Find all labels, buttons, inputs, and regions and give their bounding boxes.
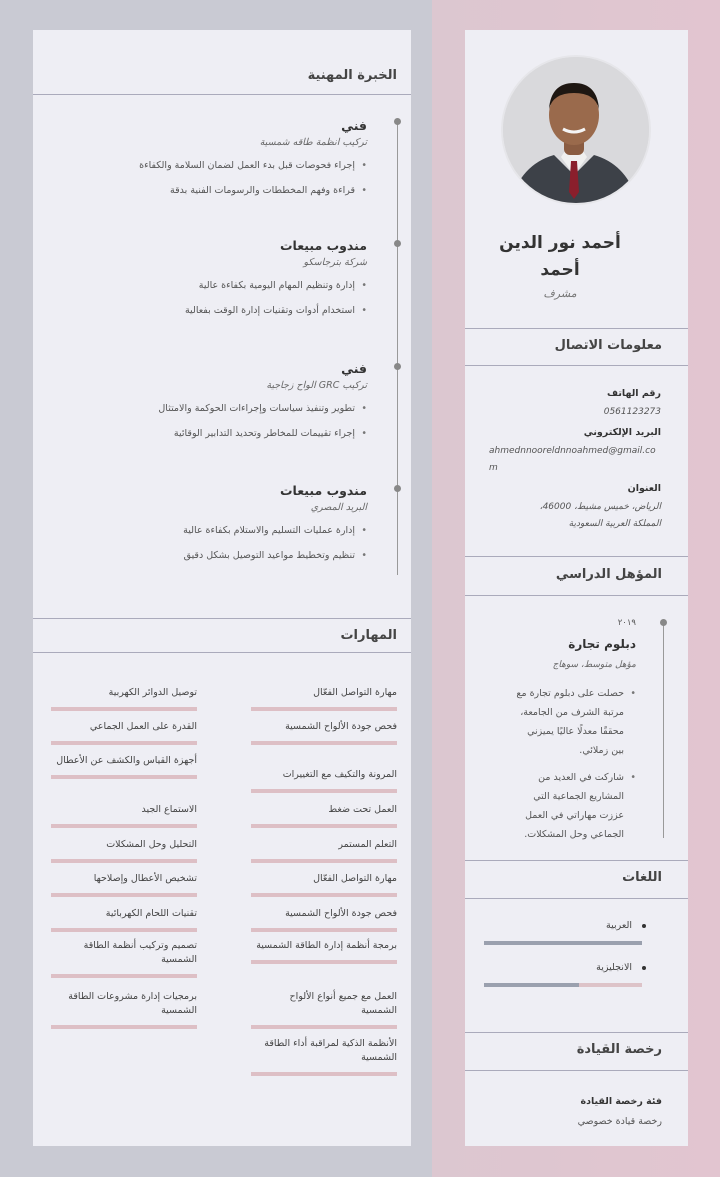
skill-bar [251,928,397,932]
job-company: تركيب GRC الواح زجاجية [266,380,367,391]
job-company: تركيب انظمة طاقه شمسية [259,137,367,148]
education-bullet: حصلت على دبلوم تجارة مع مرتبة الشرف من الجامعة، محققًا معدلًا عاليًا يميزني بين زملائي. • [514,684,636,760]
skill-item [251,939,397,964]
skill-item [51,838,197,863]
skill-label: برمجة أنظمة إدارة الطاقة الشمسية [256,940,397,951]
skill-bar [251,1072,397,1076]
skill-bar [51,824,197,828]
bullet-marker: • [630,772,636,783]
email-value: ahmednnooreldnnoahmed@gmail.com [489,446,656,473]
job-title: مندوب مبيعات [280,483,367,498]
skill-label: برمجيات إدارة مشروعات الطاقة الشمسية [68,991,197,1016]
skill-item [51,803,197,828]
skill-label: تقنيات اللحام الكهربائية [105,908,197,919]
language-bar [484,983,642,987]
timeline-dot [394,363,401,370]
language-item [484,962,642,987]
language-label: الانجليزية [484,962,642,973]
sidebar-panel [465,30,688,1146]
skill-item [51,990,197,1029]
divider [33,94,411,95]
skill-label: مهارة التواصل الفعّال [313,687,397,698]
skill-bar [51,893,197,897]
skill-label: العمل مع جميع أنواع الألواح الشمسية [289,991,397,1016]
skill-label: توصيل الدوائر الكهربية [108,687,197,698]
school-name: مؤهل متوسط، سوهاج [552,660,636,670]
skill-label: مهارة التواصل الفعّال [313,873,397,884]
divider [465,365,688,366]
language-bar [484,941,642,945]
skill-item [51,939,197,978]
languages-title: اللغات [622,870,662,885]
main-panel [33,30,411,1146]
skill-item [251,720,397,745]
education-year: ٢٠١٩ [617,618,636,628]
skill-item [251,838,397,863]
divider [465,1070,688,1071]
skill-label: فحص جودة الألواح الشمسية [285,721,397,732]
email-label: البريد الإلكتروني [583,427,661,438]
skill-bar [51,974,197,978]
skill-bar [251,707,397,711]
divider [465,898,688,899]
job-entry [47,118,367,208]
profile-photo [501,57,649,205]
skill-item [251,907,397,932]
timeline-dot [394,485,401,492]
skill-label: فحص جودة الألواح الشمسية [285,908,397,919]
skill-item [251,1037,397,1076]
skill-bar [51,859,197,863]
timeline-dot [394,118,401,125]
job-entry [47,361,367,451]
address-line: الرياض، خميس مشيط، 46000، [539,502,661,512]
license-title: رخصة القيادة [576,1042,662,1057]
experience-timeline [397,120,398,575]
job-bullet: • إجراء تقييمات للمخاطر وتحديد التدابير الوقائية [47,426,367,442]
experience-title: الخبرة المهنية [307,68,397,83]
job-bullet: • قراءة وفهم المخططات والرسومات الفنية بدقة [47,183,367,199]
job-entry [47,483,367,573]
degree-title: دبلوم تجارة [568,637,636,651]
address-value [489,499,661,533]
skill-item [51,907,197,932]
language-level [484,983,579,987]
job-company: البريد المصري [310,502,367,513]
education-bullet: شاركت في العديد من المشاريع الجماعية التي عززت مهاراتي في العمل الجماعي وحل المشكلات. • [514,768,636,844]
skill-item [51,754,197,779]
education-bullets [514,684,636,844]
profile-role: مشرف [543,287,577,300]
skill-label: التحليل وحل المشكلات [106,839,197,850]
job-bullet: • تطوير وتنفيذ سياسات وإجراءات الحوكمة والامتثال [47,401,367,417]
job-title: فني [341,361,367,376]
skill-bar [251,741,397,745]
education-timeline [663,623,664,838]
skill-item [251,872,397,897]
job-entry [47,238,367,328]
phone-label: رقم الهاتف [607,388,661,399]
skill-label: التعلم المستمر [338,839,397,850]
skill-item [51,872,197,897]
phone-value: 0561123273 [603,407,661,417]
job-bullet: • إجراء فحوصات قبل بدء العمل لضمان السلامة والكفاءة [47,158,367,174]
job-title: فني [341,118,367,133]
divider [465,595,688,596]
skill-label: أجهزة القياس والكشف عن الأعطال [56,755,197,766]
divider [33,618,411,619]
bullet-marker: • [630,688,636,699]
job-company: شركة بترجاسكو [303,257,367,268]
skill-label: العمل تحت ضغط [328,804,397,815]
skill-item [251,768,397,793]
skill-bar [251,960,397,964]
skill-bar [51,775,197,779]
job-bullet: • تنظيم وتخطيط مواعيد التوصيل بشكل دقيق [47,548,367,564]
skills-title: المهارات [340,628,397,643]
language-item [484,920,642,945]
timeline-dot [660,619,667,626]
contact-title: معلومات الاتصال [554,338,662,353]
divider [465,556,688,557]
skill-label: القدرة على العمل الجماعي [89,721,197,732]
job-bullet: • إدارة وتنظيم المهام اليومية بكفاءة عالية [47,278,367,294]
skill-label: الاستماع الجيد [141,804,197,815]
divider [465,1032,688,1033]
job-bullet: • استخدام أدوات وتقنيات إدارة الوقت بفعالية [47,303,367,319]
skill-bar [251,859,397,863]
skill-label: تشخيص الأعطال وإصلاحها [93,873,197,884]
job-title: مندوب مبيعات [280,238,367,253]
skill-bar [51,707,197,711]
skill-bar [51,741,197,745]
license-value: رخصة قيادة خصوصي [577,1116,662,1127]
skill-item [251,803,397,828]
skill-label: تصميم وتركيب أنظمة الطاقة الشمسية [83,940,197,965]
address-label: العنوان [627,483,661,494]
avatar [501,55,651,205]
divider [465,328,688,329]
skill-item [51,686,197,711]
name-line: أحمد [540,260,580,280]
timeline-dot [394,240,401,247]
address-line: المملكة العربية السعودية [568,519,661,529]
education-title: المؤهل الدراسي [555,567,662,582]
skill-label: المرونة والتكيف مع التغييرات [282,769,397,780]
name-line: أحمد نور الدين [499,233,621,253]
skill-bar [251,789,397,793]
profile-name [490,230,630,284]
language-label: العربية [484,920,642,931]
skill-item [251,686,397,711]
skill-bar [251,1025,397,1029]
skill-item [251,990,397,1029]
skill-bar [251,893,397,897]
divider [465,860,688,861]
skill-label: الأنظمة الذكية لمراقبة أداء الطاقة الشمسية [264,1038,397,1063]
skill-bar [251,824,397,828]
divider [33,652,411,653]
license-label: فئة رخصة القيادة [580,1096,662,1107]
job-bullet: • إدارة عمليات التسليم والاستلام بكفاءة عالية [47,523,367,539]
skill-bar [51,928,197,932]
skill-item [51,720,197,745]
language-level [484,941,642,945]
skill-bar [51,1025,197,1029]
